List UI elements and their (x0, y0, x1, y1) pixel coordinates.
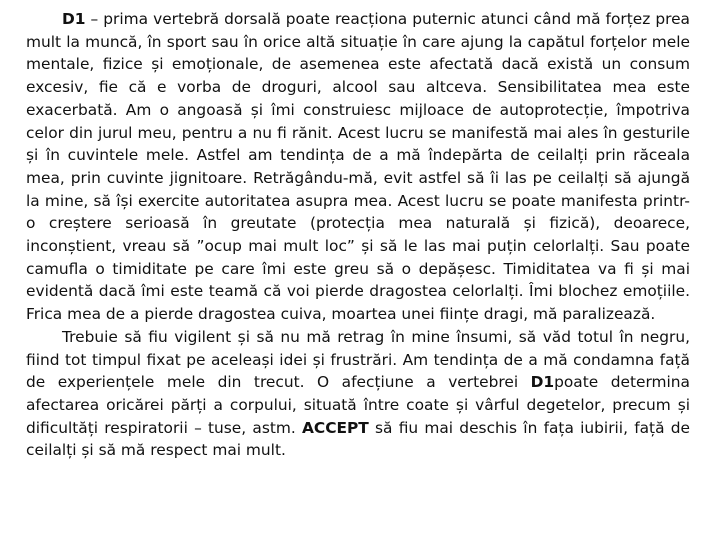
paragraph-text: Trebuie să fiu vigilent și să nu mă retrag în mine însumi, să văd totul în negru, fiind tot timpul fixat pe aceleași idei și frustrări. Am tendința de a mă condamna față de experiențele mele din trecut. O afecțiune a vertebrei (26, 327, 690, 392)
accept-keyword: ACCEPT (302, 418, 369, 437)
vertebra-label: D1 (62, 10, 86, 28)
paragraph-text: poate determina afectarea oricărei părți a corpului, situată între coate și vârful degetelor, precum și dificultăți respiratorii – tuse, astm. (26, 373, 690, 437)
paragraph-text: – prima vertebră dorsală poate reacționa puternic atunci când mă forțez prea mult la muncă, în sport sau în orice altă situație în care ajung la capătul forțelor mele mentale, fizice și emoționale, de asemenea este afectată dacă există un consum excesiv, fie că e vorba de droguri, alcool sau altceva. Sensibilitatea mea este exacerbată. Am o angoasă și îmi construiesc mijloace de autoprotecție, împotriva celor din jurul meu, pentru a nu fi rănit. Acest lucru se manifestă mai ales în gesturile și în cuvintele mele. Astfel am tendința de a mă îndepărta de ceilalți prin răceala mea, prin cuvinte jignitoare. Retrăgându-mă, evit astfel să îi las pe ceilalți să ajungă la mine, să își exercite autoritatea asupra mea. Acest lucru se poate manifesta printr-o creștere serioasă în greutate (protecția mea naturală și fizică), deoarece, inconștient, vreau să ”ocup mai mult loc” și să le las mai puțin celorlalți. Sau poate camufla o timiditate pe care îmi este greu să o depășesc. Timiditatea va fi și mai evidentă dacă îmi este teamă că voi pierde dragostea celorlalți. Îmi blochez emoțiile. Frica mea de a pierde dragostea cuiva, moartea unei ființe dragi, mă paralizează. (26, 10, 690, 324)
paragraph-text: să fiu mai deschis în fața iubirii, față de ceilalți și să mă respect mai mult. (26, 418, 690, 460)
paragraph-d1-description (26, 8, 690, 326)
paragraph-advice (26, 326, 690, 462)
vertebra-label: D1 (530, 373, 555, 392)
